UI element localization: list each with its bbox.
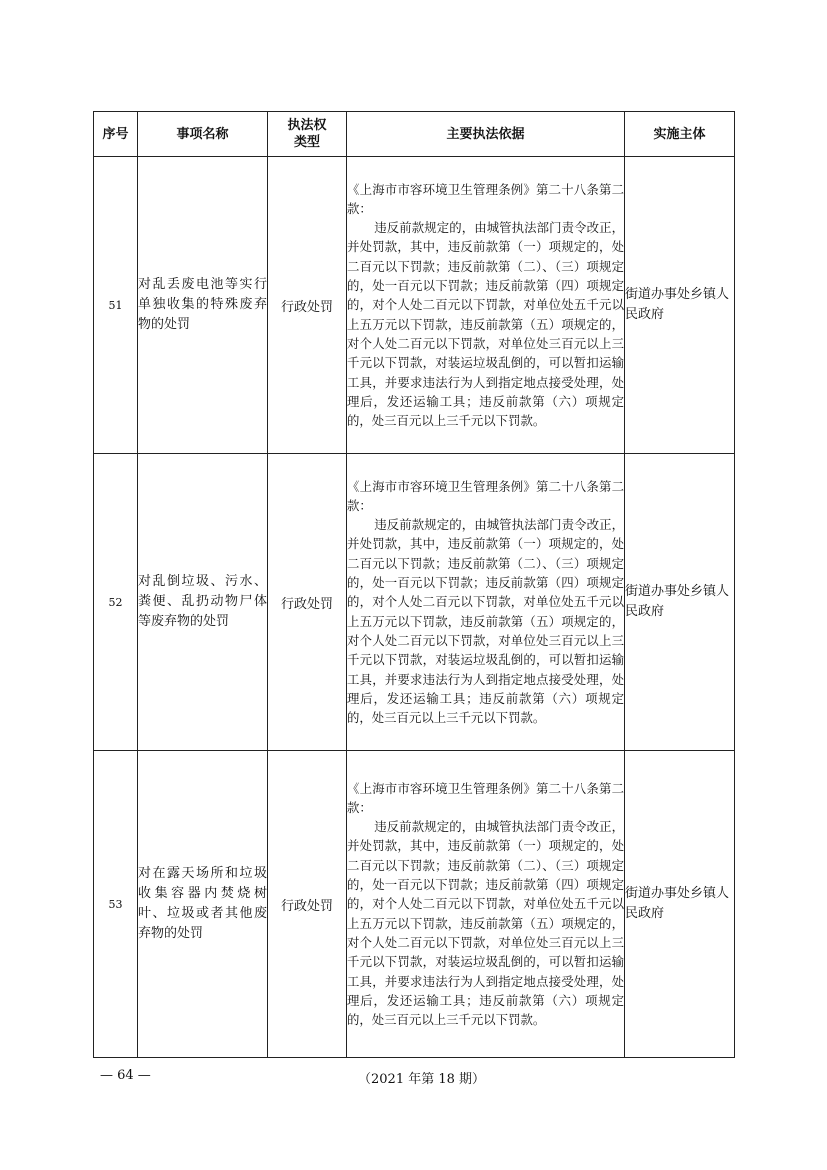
item-name: 对乱丢废电池等实行单独收集的特殊废弃物的处罚 — [138, 157, 268, 454]
basis-text: 违反前款规定的，由城管执法部门责令改正，并处罚款，其中，违反前款第（一）项规定的，处二百元以下罚款；违反前款第（二）、（三）项规定的，处一百元以下罚款；违反前款第（四）项规定的，对个人处二百元以下罚款，对单位处五千元以上五万元以下罚款，违反前款第（五）项规定的，对个人处二百元以下罚款，对单位处三百元以上三千元以下罚款，对装运垃圾乱倒的，可以暂扣运输工具，并要求违法行为人到指定地点接受处理，处理后，发还运输工具；违反前款第（六）项规定的，处三百元以上三千元以下罚款。 — [347, 220, 624, 429]
implementing-body: 街道办事处乡镇人民政府 — [625, 454, 735, 751]
header-no: 序号 — [94, 112, 138, 157]
legal-basis — [347, 157, 625, 454]
table-row — [94, 157, 735, 454]
row-number: 52 — [94, 454, 138, 751]
basis-text: 违反前款规定的，由城管执法部门责令改正，并处罚款，其中，违反前款第（一）项规定的，处二百元以下罚款；违反前款第（二）、（三）项规定的，处一百元以下罚款；违反前款第（四）项规定的，对个人处二百元以下罚款，对单位处五千元以上五万元以下罚款，违反前款第（五）项规定的，对个人处二百元以下罚款，对单位处三百元以上三千元以下罚款，对装运垃圾乱倒的，可以暂扣运输工具，并要求违法行为人到指定地点接受处理，处理后，发还运输工具；违反前款第（六）项规定的，处三百元以上三千元以下罚款。 — [347, 517, 624, 726]
legal-basis — [347, 454, 625, 751]
page-number: — 64 — — [100, 1068, 151, 1083]
basis-title: 《上海市市容环境卫生管理条例》第二十八条第二款： — [347, 780, 624, 815]
header-body: 实施主体 — [625, 112, 735, 157]
row-number: 51 — [94, 157, 138, 454]
item-name: 对在露天场所和垃圾收集容器内焚烧树叶、垃圾或者其他废弃物的处罚 — [138, 751, 268, 1058]
basis-title: 《上海市市容环境卫生管理条例》第二十八条第二款： — [347, 181, 624, 216]
table-header-row — [94, 112, 735, 157]
basis-text: 违反前款规定的，由城管执法部门责令改正，并处罚款，其中，违反前款第（一）项规定的，处二百元以下罚款；违反前款第（二）、（三）项规定的，处一百元以下罚款；违反前款第（四）项规定的，对个人处二百元以下罚款，对单位处五千元以上五万元以下罚款，违反前款第（五）项规定的，对个人处二百元以下罚款，对单位处三百元以上三千元以下罚款，对装运垃圾乱倒的，可以暂扣运输工具，并要求违法行为人到指定地点接受处理，处理后，发还运输工具；违反前款第（六）项规定的，处三百元以上三千元以下罚款。 — [347, 819, 624, 1028]
legal-basis — [347, 751, 625, 1058]
authority-type: 行政处罚 — [268, 751, 347, 1058]
header-type: 执法权类型 — [268, 112, 347, 157]
item-name: 对乱倒垃圾、污水、粪便、乱扔动物尸体等废弃物的处罚 — [138, 454, 268, 751]
authority-type: 行政处罚 — [268, 454, 347, 751]
table-row — [94, 454, 735, 751]
header-basis: 主要执法依据 — [347, 112, 625, 157]
implementing-body: 街道办事处乡镇人民政府 — [625, 751, 735, 1058]
implementing-body: 街道办事处乡镇人民政府 — [625, 157, 735, 454]
table-row — [94, 751, 735, 1058]
enforcement-items-table — [93, 111, 735, 1058]
authority-type: 行政处罚 — [268, 157, 347, 454]
basis-title: 《上海市市容环境卫生管理条例》第二十八条第二款： — [347, 478, 624, 513]
header-name: 事项名称 — [138, 112, 268, 157]
row-number: 53 — [94, 751, 138, 1058]
issue-label: （2021 年第 18 期） — [358, 1072, 486, 1087]
